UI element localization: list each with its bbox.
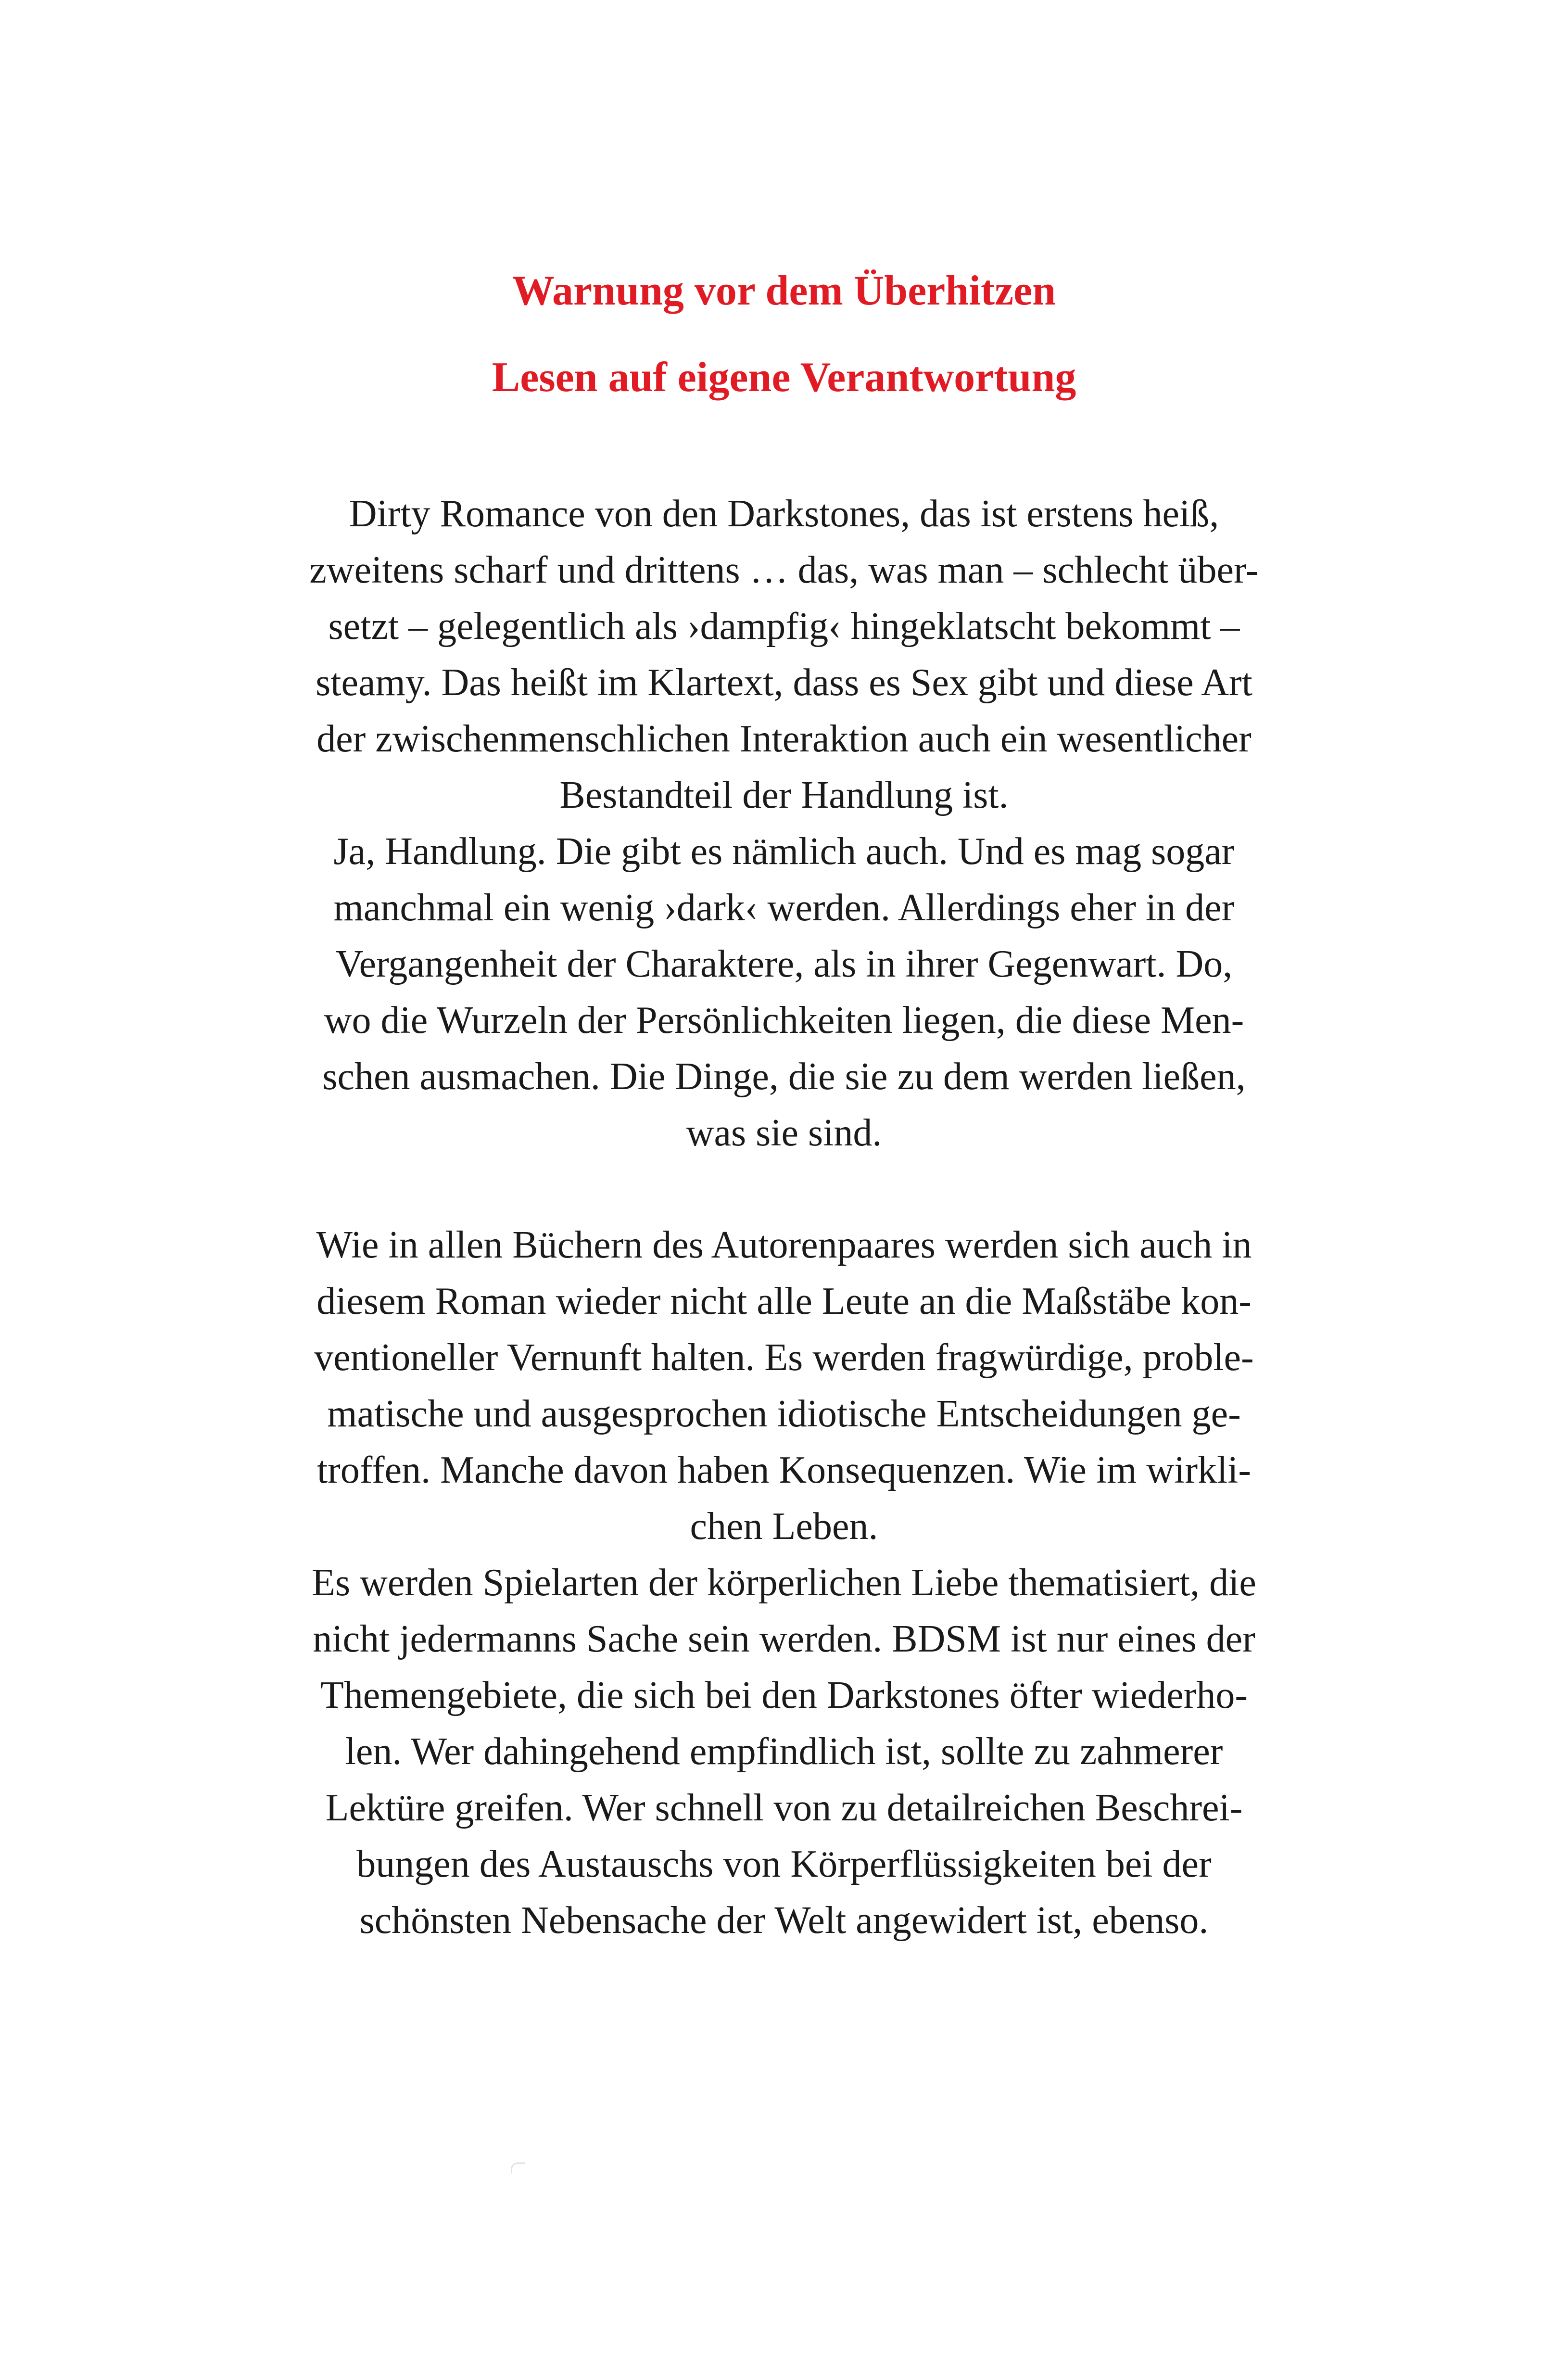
text-line: Dirty Romance von den Darkstones, das ist erstens heiß, — [349, 493, 1219, 535]
paragraph-block-1 — [0, 486, 1568, 1161]
heading-line-2: Lesen auf eigene Verantwortung — [492, 354, 1076, 401]
text-line: manchmal ein wenig ›dark‹ werden. Allerdings eher in der — [333, 887, 1235, 929]
text-line: len. Wer dahingehend empfindlich ist, sollte zu zahmerer — [345, 1730, 1223, 1773]
text-line: nicht jedermanns Sache sein werden. BDSM ist nur eines der — [313, 1618, 1255, 1660]
warning-heading — [0, 248, 1568, 421]
text-line: diesem Roman wieder nicht alle Leute an die Maßstäbe kon- — [316, 1280, 1252, 1322]
text-line: Vergangenheit der Charaktere, als in ihrer Gegenwart. Do, — [335, 943, 1233, 985]
text-line: Ja, Handlung. Die gibt es nämlich auch. Und es mag sogar — [333, 830, 1235, 873]
text-line: Themengebiete, die sich bei den Darkstones öfter wiederho- — [320, 1674, 1248, 1716]
text-line: was sie sind. — [686, 1112, 882, 1154]
faint-print-mark — [511, 2162, 525, 2173]
text-line: matische und ausgesprochen idiotische Entscheidungen ge- — [327, 1393, 1241, 1435]
text-line: schen ausmachen. Die Dinge, die sie zu dem werden ließen, — [322, 1055, 1246, 1098]
text-line: troffen. Manche davon haben Konsequenzen. Wie im wirkli- — [316, 1449, 1252, 1491]
text-line: bungen des Austauschs von Körperflüssigkeiten bei der — [356, 1843, 1212, 1885]
text-line: wo die Wurzeln der Persönlichkeiten liegen, die diese Men- — [324, 999, 1244, 1042]
text-line: zweitens scharf und drittens … das, was man – schlecht über- — [309, 549, 1259, 591]
text-line: ventioneller Vernunft halten. Es werden fragwürdige, proble- — [314, 1336, 1254, 1379]
text-line: chen Leben. — [690, 1505, 878, 1548]
text-line: Bestandteil der Handlung ist. — [559, 774, 1009, 816]
text-line: steamy. Das heißt im Klartext, dass es Sex gibt und diese Art — [316, 661, 1252, 704]
text-line: setzt – gelegentlich als ›dampfig‹ hingeklatscht bekommt – — [328, 605, 1240, 648]
heading-line-1: Warnung vor dem Überhitzen — [512, 267, 1056, 314]
text-line: schönsten Nebensache der Welt angewidert ist, ebenso. — [359, 1899, 1209, 1942]
paragraph-block-2 — [0, 1217, 1568, 1949]
text-line: Wie in allen Büchern des Autorenpaares werden sich auch in — [316, 1224, 1252, 1266]
text-line: der zwischenmenschlichen Interaktion auch ein wesentlicher — [316, 718, 1252, 760]
text-line: Lektüre greifen. Wer schnell von zu detailreichen Beschrei- — [325, 1787, 1243, 1829]
text-line: Es werden Spielarten der körperlichen Liebe thematisiert, die — [312, 1562, 1256, 1604]
